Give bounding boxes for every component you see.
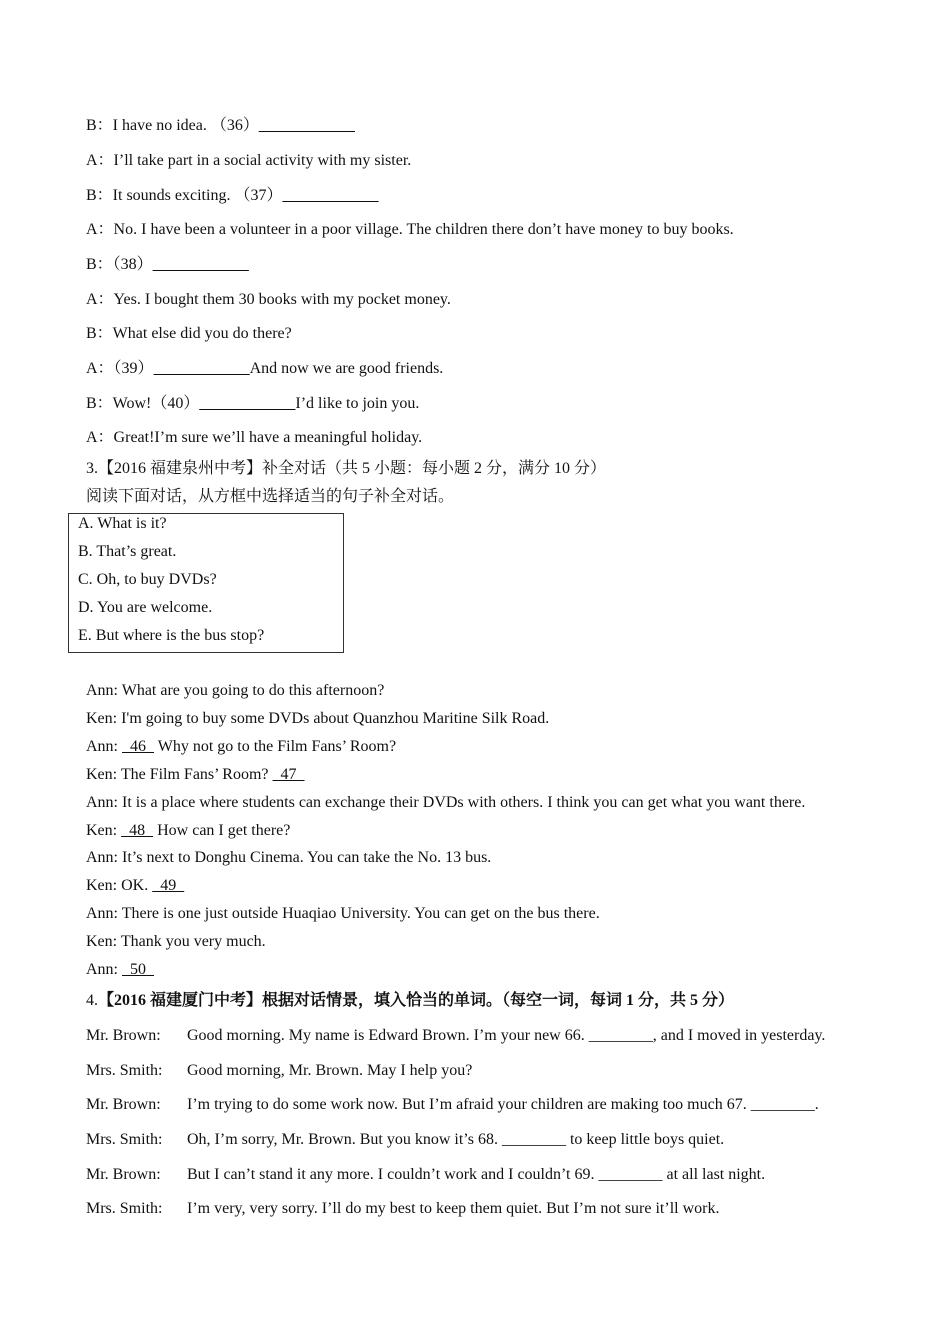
- option-d: D. You are welcome.: [78, 599, 213, 616]
- option-b: B. That’s great.: [78, 543, 177, 560]
- answer-blank-40[interactable]: ____________: [199, 395, 296, 412]
- section-3-title: 3.【2016 福建泉州中考】补全对话（共 5 小题：每小题 2 分，满分 10 分）: [86, 460, 607, 477]
- dialogue-line: Ann: 50: [86, 961, 154, 978]
- answer-blank-36[interactable]: ____________: [258, 117, 355, 134]
- speaker-label: Mrs. Smith:: [86, 1062, 163, 1079]
- dialogue-line: B：It sounds exciting. （37）____________: [86, 187, 379, 204]
- option-c: C. Oh, to buy DVDs?: [78, 571, 217, 588]
- answer-blank-37[interactable]: ____________: [282, 187, 379, 204]
- utterance: Good morning. My name is Edward Brown. I’m your new 66. ________, and I moved in yesterday.: [187, 1027, 826, 1044]
- answer-blank-49[interactable]: 49: [152, 877, 185, 894]
- speaker-label: Mr. Brown:: [86, 1166, 161, 1183]
- dialogue-line: Ken: Thank you very much.: [86, 933, 266, 950]
- utterance: Oh, I’m sorry, Mr. Brown. But you know it’s 68. ________ to keep little boys quiet.: [187, 1131, 725, 1148]
- answer-blank-39[interactable]: ____________: [153, 360, 250, 377]
- dialogue-line: A：Great!I’m sure we’ll have a meaningful holiday.: [86, 429, 423, 446]
- speaker-label: Mrs. Smith:: [86, 1200, 163, 1217]
- dialogue-line: Ann: It is a place where students can exchange their DVDs with others. I think you can get what you want there.: [86, 794, 806, 811]
- answer-blank-47[interactable]: 47: [272, 766, 305, 783]
- dialogue-line: Ann: 46 Why not go to the Film Fans’ Room?: [86, 738, 397, 755]
- dialogue-line: A：I’ll take part in a social activity with my sister.: [86, 152, 412, 169]
- options-box: [68, 513, 344, 653]
- dialogue-line: A：Yes. I bought them 30 books with my pocket money.: [86, 291, 451, 308]
- dialogue-line: B：What else did you do there?: [86, 325, 292, 342]
- option-e: E. But where is the bus stop?: [78, 627, 265, 644]
- answer-blank-48[interactable]: 48: [121, 822, 154, 839]
- dialogue-line: Ken: The Film Fans’ Room? 47: [86, 766, 305, 783]
- dialogue-line: Ken: I'm going to buy some DVDs about Quanzhou Maritine Silk Road.: [86, 710, 550, 727]
- answer-blank-50[interactable]: 50: [122, 961, 154, 978]
- speaker-label: Mr. Brown:: [86, 1027, 161, 1044]
- utterance: But I can’t stand it any more. I couldn’t work and I couldn’t 69. ________ at all last night.: [187, 1166, 766, 1183]
- dialogue-line: B：（38）____________: [86, 256, 249, 273]
- option-a: A. What is it?: [78, 515, 167, 532]
- utterance: I’m very, very sorry. I’ll do my best to keep them quiet. But I’m not sure it’ll work.: [187, 1200, 720, 1217]
- dialogue-line: Ann: What are you going to do this afternoon?: [86, 682, 385, 699]
- utterance: Good morning, Mr. Brown. May I help you?: [187, 1062, 473, 1079]
- speaker-label: Mrs. Smith:: [86, 1131, 163, 1148]
- dialogue-line: B：Wow!（40）____________I’d like to join you.: [86, 395, 420, 412]
- answer-blank-46[interactable]: 46: [122, 738, 154, 755]
- section-4-title: 4.【2016 福建厦门中考】根据对话情景，填入恰当的单词。（每空一词，每词 1 分，共 5 分）: [86, 992, 735, 1009]
- answer-blank-38[interactable]: ____________: [152, 256, 249, 273]
- speaker-label: Mr. Brown:: [86, 1096, 161, 1113]
- dialogue-line: Ann: It’s next to Donghu Cinema. You can take the No. 13 bus.: [86, 849, 492, 866]
- dialogue-line: Ken: OK. 49: [86, 877, 185, 894]
- section-3-instruction: 阅读下面对话，从方框中选择适当的句子补全对话。: [86, 488, 455, 505]
- dialogue-line: B：I have no idea. （36）____________: [86, 117, 355, 134]
- dialogue-line: Ann: There is one just outside Huaqiao University. You can get on the bus there.: [86, 905, 600, 922]
- dialogue-line: Ken: 48 How can I get there?: [86, 822, 291, 839]
- dialogue-line: A：No. I have been a volunteer in a poor village. The children there don’t have money to buy books.: [86, 221, 734, 238]
- dialogue-line: A：（39）____________And now we are good friends.: [86, 360, 444, 377]
- utterance: I’m trying to do some work now. But I’m afraid your children are making too much 67. ________.: [187, 1096, 819, 1113]
